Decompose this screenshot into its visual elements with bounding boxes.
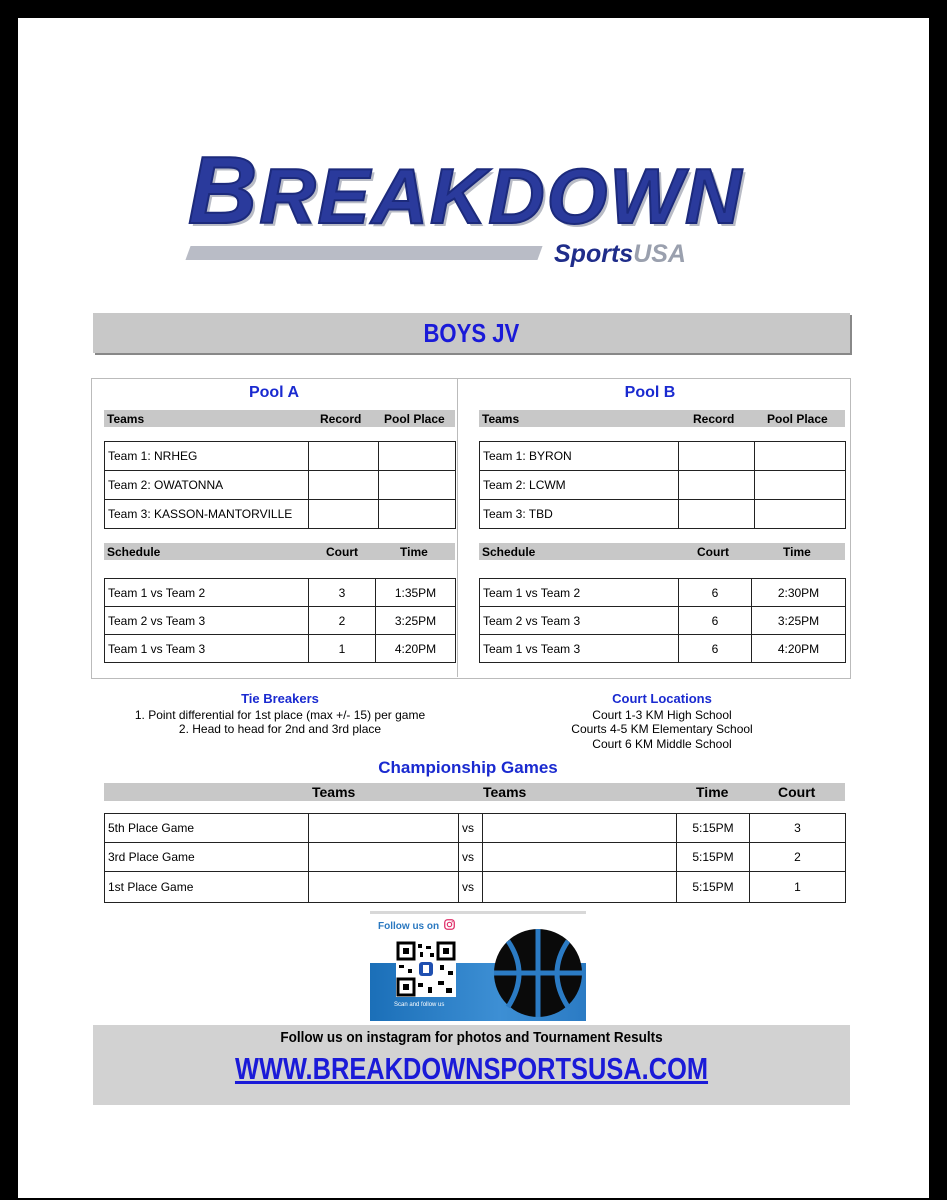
pool-b-schedule-table <box>479 578 846 663</box>
tie-breaker-line-1: 1. Point differential for 1st place (max +/- 15) per game <box>134 708 426 722</box>
table-row <box>105 607 456 635</box>
time-cell: 4:20PM <box>752 635 846 663</box>
game-name: 3rd Place Game <box>105 843 309 872</box>
pool-b-teams-header <box>479 410 845 427</box>
time-cell: 5:15PM <box>677 843 750 872</box>
pool-place-cell[interactable] <box>379 471 456 500</box>
pool-b-header-teams: Teams <box>482 412 520 426</box>
logo-underline-bar <box>185 246 542 260</box>
court-cell: 3 <box>309 579 376 607</box>
pool-b-header-time: Time <box>783 545 811 559</box>
qr-caption: Scan and follow us <box>394 1002 445 1008</box>
team-name: Team 3: TBD <box>480 500 679 529</box>
champ-header-teams-2: Teams <box>483 784 527 800</box>
record-cell[interactable] <box>679 442 755 471</box>
vs-label: vs <box>459 843 483 872</box>
logo-brand <box>188 137 743 244</box>
team-name: Team 2: LCWM <box>480 471 679 500</box>
table-row <box>480 442 846 471</box>
division-title-bar <box>93 313 850 353</box>
pool-b-header-place: Pool Place <box>767 412 828 426</box>
pool-a-schedule-table <box>104 578 456 663</box>
logo-sports-text: Sports <box>554 240 634 268</box>
table-row <box>105 843 846 872</box>
pool-a-header-teams: Teams <box>107 412 145 426</box>
team-slot-2[interactable] <box>483 872 677 903</box>
team-slot-1[interactable] <box>309 872 459 903</box>
time-cell: 5:15PM <box>677 872 750 903</box>
game-name: 5th Place Game <box>105 814 309 843</box>
team-slot-1[interactable] <box>309 843 459 872</box>
footer-bar <box>93 1025 850 1105</box>
record-cell[interactable] <box>309 471 379 500</box>
follow-us-text <box>378 919 455 932</box>
division-title: BOYS JV <box>423 318 520 348</box>
team-slot-1[interactable] <box>309 814 459 843</box>
pool-a-header-record: Record <box>320 412 362 426</box>
pool-a-header-time: Time <box>400 545 428 559</box>
instagram-icon <box>444 919 455 930</box>
flyer-page <box>18 18 929 1198</box>
pool-a-header-court: Court <box>326 545 358 559</box>
pools-divider <box>457 378 458 677</box>
pool-place-cell[interactable] <box>379 442 456 471</box>
pool-b-schedule-header <box>479 543 845 560</box>
team-name: Team 2: OWATONNA <box>105 471 309 500</box>
team-name: Team 3: KASSON-MANTORVILLE <box>105 500 309 529</box>
record-cell[interactable] <box>679 471 755 500</box>
logo-sports-usa <box>554 240 686 269</box>
table-row <box>480 579 846 607</box>
vs-label: vs <box>459 872 483 903</box>
pool-a-header-place: Pool Place <box>384 412 445 426</box>
table-row <box>105 442 456 471</box>
time-cell: 4:20PM <box>376 635 456 663</box>
court-cell: 3 <box>750 814 846 843</box>
pool-a-header-schedule: Schedule <box>107 545 161 559</box>
footer-instagram-text: Follow us on instagram for photos and Tournament Results <box>280 1029 663 1046</box>
pool-a-teams-header <box>104 410 455 427</box>
pool-place-cell[interactable] <box>755 471 846 500</box>
court-cell: 1 <box>309 635 376 663</box>
court-cell: 2 <box>309 607 376 635</box>
pool-b-header-record: Record <box>693 412 735 426</box>
match-name: Team 1 vs Team 2 <box>105 579 309 607</box>
match-name: Team 1 vs Team 3 <box>480 635 679 663</box>
team-name: Team 1: NRHEG <box>105 442 309 471</box>
team-name: Team 1: BYRON <box>480 442 679 471</box>
championship-header <box>104 783 845 801</box>
court-cell: 6 <box>679 607 752 635</box>
court-location-line-3: Court 6 KM Middle School <box>592 737 732 751</box>
table-row <box>105 814 846 843</box>
logo-brand-initial: B <box>188 137 260 244</box>
pool-place-cell[interactable] <box>755 500 846 529</box>
logo-brand-rest: REAKDOWN <box>259 152 744 240</box>
pool-place-cell[interactable] <box>755 442 846 471</box>
match-name: Team 1 vs Team 2 <box>480 579 679 607</box>
table-row <box>105 579 456 607</box>
court-cell: 1 <box>750 872 846 903</box>
court-cell: 2 <box>750 843 846 872</box>
tie-breakers-title: Tie Breakers <box>241 691 319 706</box>
pool-b-header-court: Court <box>697 545 729 559</box>
record-cell[interactable] <box>309 500 379 529</box>
championship-table <box>104 813 846 903</box>
game-name: 1st Place Game <box>105 872 309 903</box>
table-row <box>480 635 846 663</box>
table-row <box>480 500 846 529</box>
logo-usa-text: USA <box>633 240 686 268</box>
qr-code-icon[interactable] <box>396 941 456 997</box>
table-row <box>480 607 846 635</box>
time-cell: 2:30PM <box>752 579 846 607</box>
follow-top-stripe <box>370 911 586 914</box>
team-slot-2[interactable] <box>483 814 677 843</box>
pool-a-schedule-header <box>104 543 455 560</box>
table-row <box>105 872 846 903</box>
pool-b-title: Pool B <box>624 384 676 401</box>
time-cell: 1:35PM <box>376 579 456 607</box>
pool-b-header-schedule: Schedule <box>482 545 536 559</box>
record-cell[interactable] <box>679 500 755 529</box>
match-name: Team 2 vs Team 3 <box>480 607 679 635</box>
table-row <box>105 635 456 663</box>
follow-us-label: Follow us on <box>378 921 440 932</box>
time-cell: 5:15PM <box>677 814 750 843</box>
breakdown-logo <box>188 136 743 246</box>
court-location-line-2: Courts 4-5 KM Elementary School <box>571 722 753 736</box>
championship-title: Championship Games <box>378 758 558 777</box>
pool-b-teams-table <box>479 441 846 529</box>
tie-breaker-line-2: 2. Head to head for 2nd and 3rd place <box>178 722 382 736</box>
champ-header-teams-1: Teams <box>312 784 356 800</box>
pool-place-cell[interactable] <box>379 500 456 529</box>
time-cell: 3:25PM <box>376 607 456 635</box>
court-locations-title: Court Locations <box>612 691 712 706</box>
match-name: Team 1 vs Team 3 <box>105 635 309 663</box>
follow-us-graphic <box>370 911 586 1021</box>
court-location-line-1: Court 1-3 KM High School <box>592 708 732 722</box>
vs-label: vs <box>459 814 483 843</box>
table-row <box>105 500 456 529</box>
pool-a-teams-table <box>104 441 456 529</box>
table-row <box>480 471 846 500</box>
court-cell: 6 <box>679 579 752 607</box>
record-cell[interactable] <box>309 442 379 471</box>
match-name: Team 2 vs Team 3 <box>105 607 309 635</box>
table-row <box>105 471 456 500</box>
champ-header-court: Court <box>778 784 816 800</box>
team-slot-2[interactable] <box>483 843 677 872</box>
pool-a-title: Pool A <box>248 384 300 401</box>
website-link[interactable]: WWW.BREAKDOWNSPORTSUSA.COM <box>234 1051 709 1086</box>
basketball-icon <box>490 923 586 1021</box>
champ-header-time: Time <box>696 784 729 800</box>
time-cell: 3:25PM <box>752 607 846 635</box>
court-cell: 6 <box>679 635 752 663</box>
